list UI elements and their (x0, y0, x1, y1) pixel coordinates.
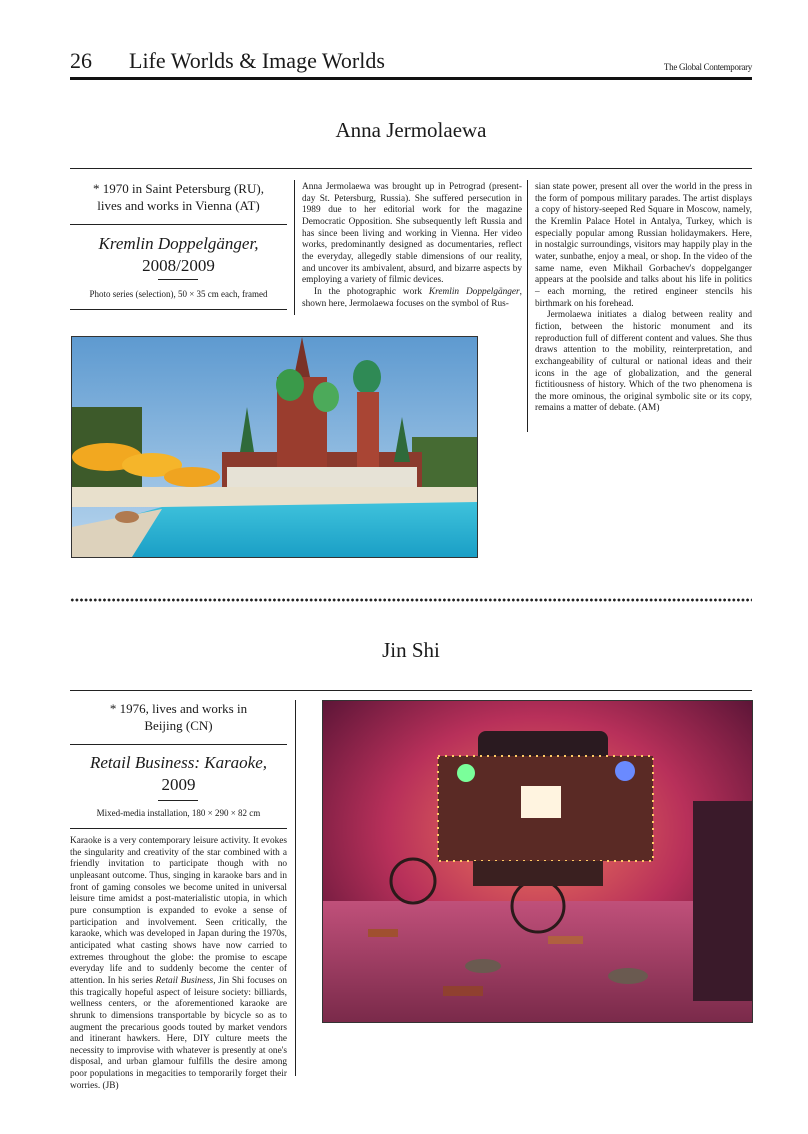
bio-line: * 1970 in Saint Petersburg (RU), (93, 181, 264, 196)
work-title (70, 752, 287, 796)
divider (70, 168, 752, 169)
section-title: Life Worlds & Image Worlds (129, 48, 385, 73)
column-rule (527, 180, 528, 432)
kremlin-hotel-photo (71, 336, 478, 558)
work-year: 2008/2009 (142, 256, 215, 275)
work-title (70, 233, 287, 277)
work-year: 2009 (161, 775, 196, 794)
divider (70, 309, 287, 310)
page-number: 26 (70, 48, 92, 73)
column-rule (295, 700, 296, 1076)
paragraph: sian state power, present all over the world in the press in the form of pompous military parades. The artist displays a copy of history-seeped Red Square in Moscow, namely, the Kremlin Palace Hotel in Antalya, Turkey, which is especially popular among Russian holidaymakers. Here, in nostalgic surroundings, visitors may happily play in the water, sunbathe, enjoy a meal, or shop. In the video of the same name, even Mikhail Gorbachev's doppelganger appears at the poolside and talks about his life in politics – each morning, the retired engineer stencils his birthmark on his forehead. (535, 182, 752, 309)
paragraph: Anna Jermolaewa was brought up in Petrograd (present-day St. Petersburg, Russia). She suffered persecution in 1989 due to her editorial work for the magazine Democratic Opposition. She subsequently left Russia and has since been living and working in Vienna. Her video works, predominantly designed as documentaries, reflect the everyday, allegedly stable dimensions of our reality, and uncover its ambivalent, absurd, and bizarre aspects by employing a variety of filmic devices. (302, 182, 522, 286)
artist-name: Anna Jermolaewa (335, 118, 487, 142)
divider (70, 828, 287, 829)
column-rule (294, 180, 295, 315)
bio-line: * 1976, lives and works in (109, 701, 248, 716)
paragraph: Jermolaewa initiates a dialog between reality and fiction, between the historic monument and its reproduction full of different content and values. She thus draws attention to the mobility, reinterpretation, and exchangeability of cultural or national ideas and their icons in the age of globalization, and the general fictitiousness of history. Which of the two phenomena is the more ominous, the original symbolic site or its copy, remains a matter of debate. (AM) (535, 310, 752, 414)
publication-name: The Global Contemporary (663, 62, 752, 72)
divider (70, 690, 752, 691)
divider (70, 744, 287, 745)
short-rule (158, 800, 198, 801)
work-caption: Photo series (selection), 50 × 35 cm each, framed (89, 289, 268, 299)
header-rule (70, 77, 752, 80)
artist-bio (70, 180, 287, 214)
karaoke-installation-photo (322, 700, 753, 1023)
work-title-text: Retail Business: Karaoke, (89, 753, 268, 772)
artist-bio (70, 700, 287, 734)
article-text (70, 836, 287, 1092)
work-caption: Mixed-media installation, 180 × 290 × 82 cm (96, 808, 261, 818)
divider (70, 224, 287, 225)
short-rule (158, 279, 198, 280)
paragraph: In the photographic work Kremlin Doppelgänger, shown here, Jermolaewa focuses on the symbol of Rus- (302, 286, 522, 307)
dotted-separator (70, 598, 752, 602)
bio-line: lives and works in Vienna (AT) (97, 198, 260, 213)
article-text-col2 (535, 182, 752, 415)
article-text-col1 (302, 182, 522, 307)
bio-line: Beijing (CN) (144, 718, 213, 733)
artist-name: Jin Shi (382, 638, 440, 662)
work-title-text: Kremlin Doppelgänger, (98, 234, 259, 253)
paragraph: Karaoke is a very contemporary leisure activity. It evokes the singularity and creativity of the star combined with a friendly invitation to participate though with no unpleasant outcome. Thus, singing in karaoke bars and in front of gaming consoles we become united in universal leisure time amidst a post-materialistic utopia, in which pure consumption is expanded to evoke a sense of participation and involvement. Seen critically, the karaoke, which was developed in Japan during the 1970s, anticipated what casting shows have now carried to extremes throughout the globe: the promise to escape everyday life and to suddenly become the center of attention. In his series Retail Business, Jin Shi focuses on this tragically hopeful aspect of leisure society: billiards, wellness centers, or the aforementioned karaoke are shrunk to dimensions transportable by bicycle so as to augment the precarious goods touted by market vendors and itinerant hawkers. Here, DIY culture meets the necessity to improvise with whatever is presently at one's disposal, and urban glamour fulfills the desire among poor populations in megacities to temporarily forget their worries. (JB) (70, 836, 287, 1091)
